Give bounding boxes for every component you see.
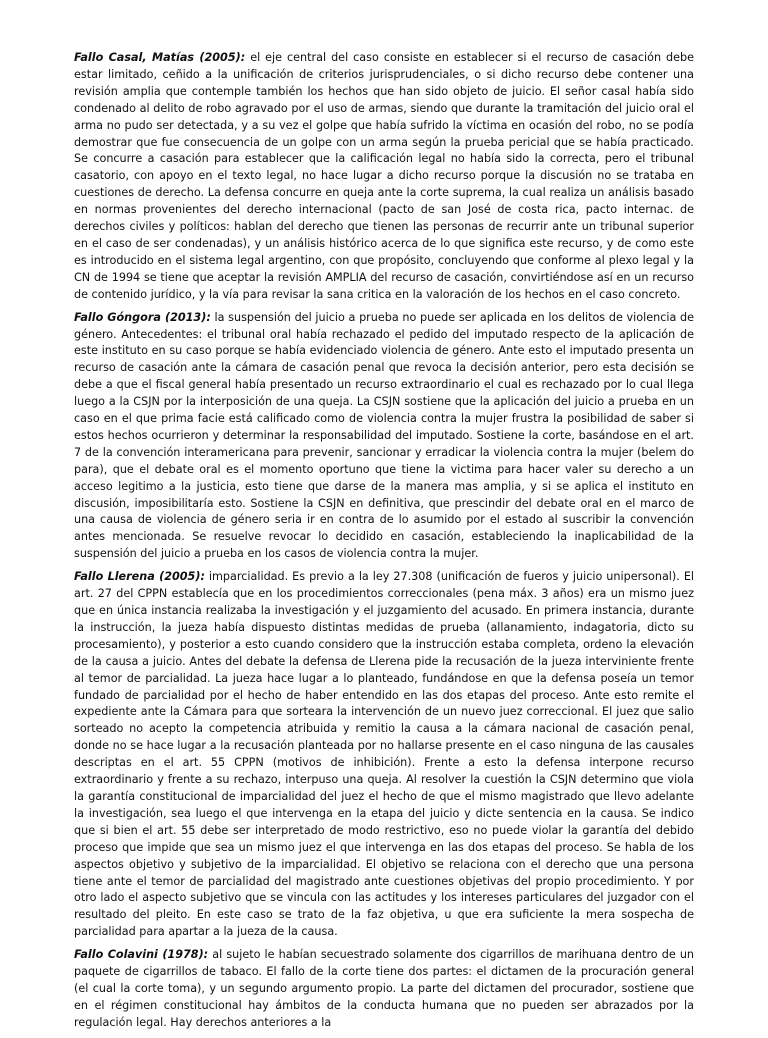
- case-body: el eje central del caso consiste en establecer si el recurso de casación debe estar limitado, ceñido a la unificación de criterios jurisprudenciales, o si dicho recurso debe contener una revisión amplia que contemple también los hechos que han sido objeto de juicio. El señor casal había sido condenado al delito de robo agravado por el uso de armas, siendo que durante la tramitación del juicio oral el arma no pudo ser detectada, y a su vez el golpe que había sufrido la víctima en ocasión del robo, no se podía demostrar que fue consecuencia de un golpe con un arma según la prueba pericial que se había practicado. Se concurre a casación para establecer que la calificación legal no había sido la correcta, pero el tribunal casatorio, con apoyo en el texto legal, no hace lugar a dicho recurso porque la discusión no se trataba en cuestiones de derecho. La defensa concurre en queja ante la corte suprema, la cual realiza un análisis basado en normas provenientes del derecho internacional (pacto de san José de costa rica, pacto internac. de derechos civiles y políticos: hablan del derecho que tienen las personas de recurrir ante un tribunal superior en el caso de ser condenadas), y un análisis histórico acerca de lo que significa este recurso, y de como este es introducido en el sistema legal argentino, con que propósito, concluyendo que conforme al plexo legal y la CN de 1994 se tiene que aceptar la revisión AMPLIA del recurso de casación, convirtiéndose así en un recurso de contenido jurídico, y la vía para revisar la sana critica en la valoración de los hechos en el caso concreto.: [74, 51, 694, 301]
- case-title: Fallo Casal, Matías (2005):: [74, 51, 246, 64]
- case-title: Fallo Góngora (2013):: [74, 310, 211, 324]
- paragraph-fallo-llerena: [74, 569, 694, 941]
- case-body: la suspensión del juicio a prueba no puede ser aplicada en los delitos de violencia de género. Antecedentes: el tribunal oral había rechazado el pedido del imputado respecto de la aplicación de este instituto en su caso porque se había evidenciado violencia de género. Ante esto el imputado presenta un recurso de casación ante la cámara de casación penal que revoca la decisión anterior, pero esta decisión se debe a que el fiscal general había presentado un recurso extraordinario el cual es rechazado por lo cual llega luego a la CSJN por la interposición de una queja. La CSJN sostiene que la aplicación del juicio a prueba en un caso en el que prima facie está calificado como de violencia contra la mujer frustra la posibilidad de saber si estos hechos ocurrieron y determinar la responsabilidad del imputado. Sostiene la corte, basándose en el art. 7 de la convención interamericana para prevenir, sancionar y erradicar la violencia contra la mujer (belem do para), que el debate oral es el momento oportuno que tiene la victima para hacer valer su derecho a un acceso legitimo a la justicia, esto tiene que darse de la manera mas amplia, y si se aplica el instituto en discusión, imposibilitaría esto. Sostiene la CSJN en definitiva, que prescindir del debate oral en el marco de una causa de violencia de género seria ir en contra de lo asumido por el estado al suscribir la convención antes mencionada. Se resuelve revocar lo decidido en casación, estableciendo la inaplicabilidad de la suspensión del juicio a prueba en los casos de violencia contra la mujer.: [74, 310, 695, 561]
- paragraph-fallo-colavini: [74, 947, 694, 1032]
- case-title: Fallo Llerena (2005):: [74, 570, 205, 584]
- case-title: Fallo Colavini (1978):: [74, 948, 209, 962]
- document-page: [74, 50, 694, 1038]
- case-body: al sujeto le habían secuestrado solamente dos cigarrillos de marihuana dentro de un paquete de cigarrillos de tabaco. El fallo de la corte tiene dos partes: el dictamen de la procuración general (el cual la corte toma), y un segundo argumento propio. La parte del dictamen del procurador, sostiene que en el régimen constitucional hay ámbitos de la conducta humana que no pueden ser abrazados por la regulación legal. Hay derechos anteriores a la: [74, 948, 694, 1029]
- paragraph-fallo-casal: [74, 50, 694, 304]
- case-body: imparcialidad. Es previo a la ley 27.308 (unificación de fueros y juicio unipersonal). El art. 27 del CPPN establecía que en los procedimientos correccionales (pena máx. 3 años) era un mismo juez que en única instancia realizaba la investigación y el juzgamiento del acusado. En primera instancia, durante la instrucción, la jueza había dispuesto distintas medidas de prueba (allanamiento, indagatoria, dicto su procesamiento), y posterior a esto cuando considero que la instrucción estaba completa, ordeno la elevación de la causa a juicio. Antes del debate la defensa de Llerena pide la recusación de la jueza interviniente frente al temor de parcialidad. La jueza hace lugar a lo planteado, fundándose en que la defensa poseía un temor fundado de parcialidad por el hecho de haber entendido en las dos etapas del proceso. Ante esto remite el expediente ante la Cámara para que sorteara la intervención de un nuevo juez correccional. El juez que salio sorteado no acepto la competencia atribuida y remitio la causa a la cámara nacional de casación penal, donde no se hace lugar a la recusación planteada por no hallarse presente en el caso ninguna de las causales descriptas en el art. 55 CPPN (motivos de inhibición). Frente a esto la defensa interpone recurso extraordinario y frente a su rechazo, interpuso una queja. Al resolver la cuestión la CSJN determino que viola la garantía constitucional de imparcialidad del juez el hecho de que el mismo magistrado que llevo adelante la investigación, sea luego el que intervenga en la etapa del juicio y dicte sentencia en la causa. Se indico que si bien el art. 55 debe ser interpretado de modo restrictivo, eso no puede violar la garantía del debido proceso que impide que sea un mismo juez el que intervenga en las dos etapas del proceso. Se habla de los aspectos objetivo y subjetivo de la imparcialidad. El objetivo se relaciona con el derecho que una persona tiene ante el temor de parcialidad del magistrado ante cuestiones objetivas del propio procedimiento. Y por otro lado el aspecto subjetivo que se vincula con las actitudes y los intereses particulares del juzgador con el resultado del pleito. En este caso se trato de la faz objetiva, u que era suficiente la mera sospecha de parcialidad para apartar a la jueza de la causa.: [74, 570, 694, 939]
- paragraph-fallo-gongora: [74, 310, 694, 564]
